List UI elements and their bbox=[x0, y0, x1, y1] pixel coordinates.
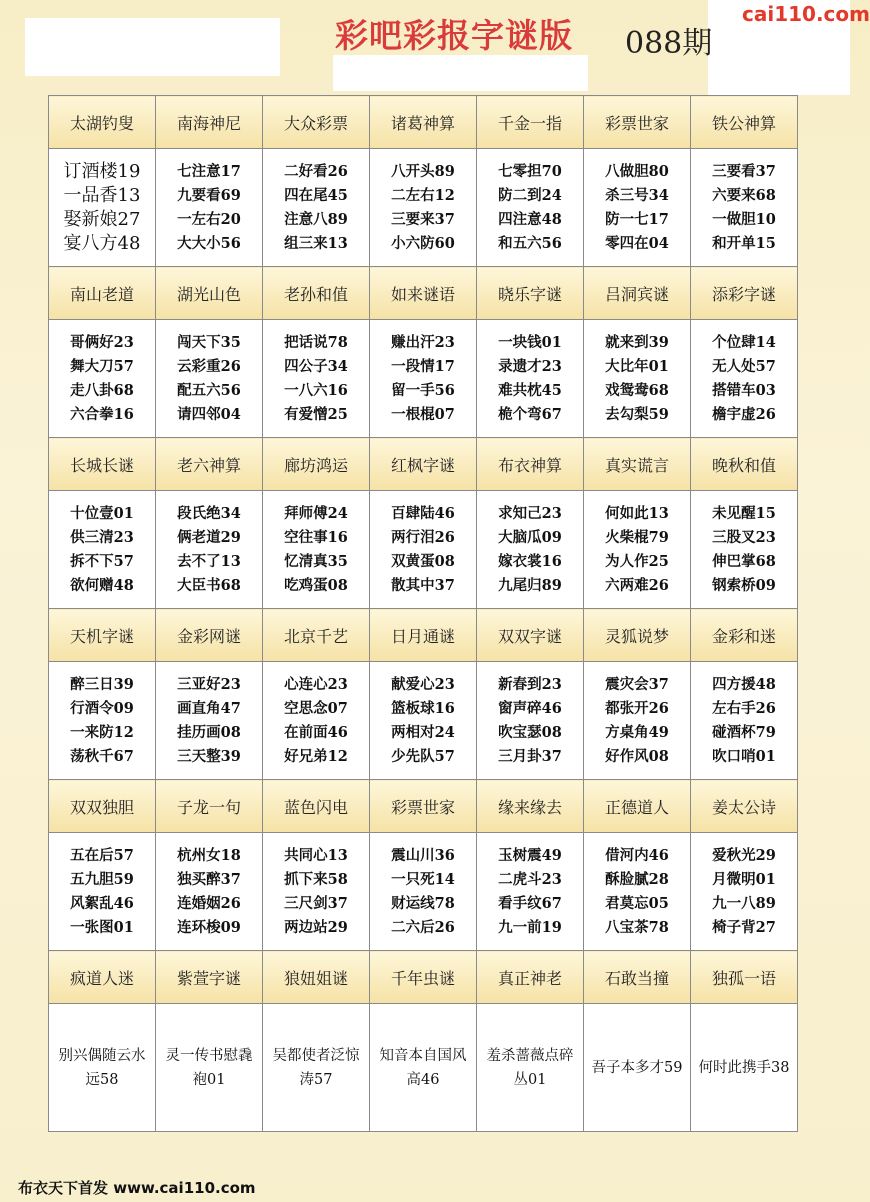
riddle-line: 篮板球16 bbox=[391, 699, 455, 717]
riddle-line: 三天整39 bbox=[177, 747, 241, 765]
site-logo[interactable]: cai110.com bbox=[742, 2, 870, 26]
riddle-line: 知音本自国风高46 bbox=[379, 1047, 467, 1088]
riddle-line: 看手纹67 bbox=[498, 894, 562, 912]
riddle-cell bbox=[691, 833, 798, 951]
riddle-cell bbox=[49, 149, 156, 267]
riddle-cell bbox=[263, 491, 370, 609]
author-row bbox=[49, 609, 798, 662]
riddle-line: 九一八89 bbox=[712, 894, 776, 912]
riddle-line: 连婚姻26 bbox=[177, 894, 241, 912]
riddle-line: 九一前19 bbox=[498, 918, 562, 936]
riddle-line: 酥脸腻28 bbox=[605, 870, 669, 888]
header bbox=[0, 0, 870, 90]
author-name: 疯道人迷 bbox=[49, 951, 156, 1004]
riddle-line: 为人作25 bbox=[605, 552, 669, 570]
riddle-cell bbox=[370, 320, 477, 438]
riddle-line: 无人处57 bbox=[712, 357, 776, 375]
author-name: 正德道人 bbox=[584, 780, 691, 833]
riddle-cell bbox=[370, 1004, 477, 1132]
riddle-line: 一张图01 bbox=[70, 918, 134, 936]
riddle-line: 六两难26 bbox=[605, 576, 669, 594]
author-name: 晚秋和值 bbox=[691, 438, 798, 491]
riddle-row bbox=[49, 491, 798, 609]
riddle-line: 拜师傅24 bbox=[284, 504, 348, 522]
riddle-line: 一只死14 bbox=[391, 870, 455, 888]
author-name: 千金一指 bbox=[477, 96, 584, 149]
riddle-line: 少先队57 bbox=[391, 747, 455, 765]
author-name: 灵狐说梦 bbox=[584, 609, 691, 662]
author-name: 蓝色闪电 bbox=[263, 780, 370, 833]
riddle-line: 玉树震49 bbox=[498, 846, 562, 864]
riddle-cell bbox=[156, 491, 263, 609]
riddle-cell bbox=[263, 320, 370, 438]
riddle-line: 十位壹01 bbox=[70, 504, 134, 522]
riddle-line: 爱秋光29 bbox=[712, 846, 776, 864]
author-name: 晓乐字谜 bbox=[477, 267, 584, 320]
riddle-line: 有爱憎25 bbox=[284, 405, 348, 423]
riddle-line: 六要来68 bbox=[712, 186, 776, 204]
riddle-line: 请四邻04 bbox=[177, 405, 241, 423]
riddle-line: 一做胆10 bbox=[712, 210, 776, 228]
riddle-line: 订酒楼19 bbox=[63, 160, 141, 182]
riddle-line: 二六后26 bbox=[391, 918, 455, 936]
riddle-line: 灵一传书慰毳袍01 bbox=[165, 1047, 253, 1088]
riddle-line: 三要来37 bbox=[391, 210, 455, 228]
page-title: 彩吧彩报字谜版 bbox=[335, 16, 573, 55]
riddle-cell bbox=[49, 662, 156, 780]
riddle-row bbox=[49, 320, 798, 438]
riddle-line: 五在后57 bbox=[70, 846, 134, 864]
riddle-line: 抓下来58 bbox=[284, 870, 348, 888]
riddle-line: 大比年01 bbox=[605, 357, 669, 375]
riddle-line: 空思念07 bbox=[284, 699, 348, 717]
riddle-line: 三月卦37 bbox=[498, 747, 562, 765]
riddle-cell bbox=[49, 320, 156, 438]
author-name: 金彩网谜 bbox=[156, 609, 263, 662]
riddle-cell bbox=[691, 662, 798, 780]
riddle-line: 未见醒15 bbox=[712, 504, 776, 522]
riddle-line: 难共枕45 bbox=[498, 381, 562, 399]
riddle-line: 欲何赠48 bbox=[70, 576, 134, 594]
riddle-cell bbox=[584, 320, 691, 438]
riddle-cell bbox=[691, 1004, 798, 1132]
riddle-line: 配五六56 bbox=[177, 381, 241, 399]
riddle-line: 在前面46 bbox=[284, 723, 348, 741]
riddle-line: 一来防12 bbox=[70, 723, 134, 741]
riddle-line: 个位肆14 bbox=[712, 333, 776, 351]
author-row bbox=[49, 780, 798, 833]
riddle-line: 两相对24 bbox=[391, 723, 455, 741]
riddle-line: 组三来13 bbox=[284, 234, 348, 252]
riddle-line: 羞杀蔷薇点碎丛01 bbox=[486, 1047, 574, 1088]
riddle-line: 闯天下35 bbox=[177, 333, 241, 351]
riddle-line: 走八卦68 bbox=[70, 381, 134, 399]
author-name: 南海神尼 bbox=[156, 96, 263, 149]
riddle-cell bbox=[156, 833, 263, 951]
riddle-line: 二左右12 bbox=[391, 186, 455, 204]
author-name: 双双独胆 bbox=[49, 780, 156, 833]
author-row bbox=[49, 96, 798, 149]
riddle-line: 去不了13 bbox=[177, 552, 241, 570]
riddle-line: 舞大刀57 bbox=[70, 357, 134, 375]
riddle-cell bbox=[49, 1004, 156, 1132]
riddle-line: 四公子34 bbox=[284, 357, 348, 375]
riddle-line: 大大小56 bbox=[177, 234, 241, 252]
author-name: 老六神算 bbox=[156, 438, 263, 491]
riddle-line: 注意八89 bbox=[284, 210, 348, 228]
riddle-row bbox=[49, 833, 798, 951]
author-name: 独孤一语 bbox=[691, 951, 798, 1004]
riddle-line: 荡秋千67 bbox=[70, 747, 134, 765]
riddle-cell bbox=[370, 491, 477, 609]
riddle-cell bbox=[477, 491, 584, 609]
riddle-line: 娶新娘27 bbox=[63, 208, 141, 230]
riddle-row bbox=[49, 1004, 798, 1132]
riddle-line: 百肆陆46 bbox=[391, 504, 455, 522]
riddle-cell bbox=[477, 320, 584, 438]
riddle-line: 一段情17 bbox=[391, 357, 455, 375]
riddle-line: 供三清23 bbox=[70, 528, 134, 546]
author-name: 彩票世家 bbox=[370, 780, 477, 833]
riddle-line: 防一七17 bbox=[605, 210, 669, 228]
author-name: 石敢当撞 bbox=[584, 951, 691, 1004]
riddle-line: 火柴棍79 bbox=[605, 528, 669, 546]
riddle-line: 心连心23 bbox=[284, 675, 348, 693]
riddle-line: 大脑瓜09 bbox=[498, 528, 562, 546]
riddle-line: 宴八方48 bbox=[63, 232, 141, 254]
riddle-line: 去勾梨59 bbox=[605, 405, 669, 423]
author-name: 子龙一句 bbox=[156, 780, 263, 833]
author-name: 湖光山色 bbox=[156, 267, 263, 320]
riddle-line: 二虎斗23 bbox=[498, 870, 562, 888]
riddle-line: 桅个弯67 bbox=[498, 405, 562, 423]
riddle-line: 吴都使者泛惊涛57 bbox=[272, 1047, 360, 1088]
riddle-line: 四注意48 bbox=[498, 210, 562, 228]
riddle-cell bbox=[691, 320, 798, 438]
riddle-line: 俩老道29 bbox=[177, 528, 241, 546]
riddle-line: 拆不下57 bbox=[70, 552, 134, 570]
riddle-line: 吾子本多才59 bbox=[591, 1059, 683, 1076]
author-name: 彩票世家 bbox=[584, 96, 691, 149]
riddle-cell bbox=[584, 491, 691, 609]
riddle-line: 一根棍07 bbox=[391, 405, 455, 423]
riddle-cell bbox=[156, 1004, 263, 1132]
riddle-line: 三尺剑37 bbox=[284, 894, 348, 912]
riddle-line: 防二到24 bbox=[498, 186, 562, 204]
riddle-line: 左右手26 bbox=[712, 699, 776, 717]
author-name: 大众彩票 bbox=[263, 96, 370, 149]
riddle-line: 两行泪26 bbox=[391, 528, 455, 546]
riddle-line: 杭州女18 bbox=[177, 846, 241, 864]
riddle-line: 留一手56 bbox=[391, 381, 455, 399]
riddle-line: 戏鸳鸯68 bbox=[605, 381, 669, 399]
riddle-row bbox=[49, 662, 798, 780]
riddle-cell bbox=[156, 662, 263, 780]
author-name: 天机字谜 bbox=[49, 609, 156, 662]
author-row bbox=[49, 267, 798, 320]
riddle-cell bbox=[691, 491, 798, 609]
riddle-line: 伸巴掌68 bbox=[712, 552, 776, 570]
riddle-line: 八宝茶78 bbox=[605, 918, 669, 936]
riddle-line: 别兴偶随云水远58 bbox=[58, 1047, 146, 1088]
riddle-line: 七注意17 bbox=[177, 162, 241, 180]
author-name: 老孙和值 bbox=[263, 267, 370, 320]
author-name: 紫萱字谜 bbox=[156, 951, 263, 1004]
riddle-cell bbox=[263, 1004, 370, 1132]
riddle-cell bbox=[584, 662, 691, 780]
riddle-line: 新春到23 bbox=[498, 675, 562, 693]
riddle-line: 方桌角49 bbox=[605, 723, 669, 741]
author-name: 双双字谜 bbox=[477, 609, 584, 662]
riddle-cell bbox=[263, 833, 370, 951]
author-name: 长城长谜 bbox=[49, 438, 156, 491]
riddle-cell bbox=[156, 149, 263, 267]
riddle-line: 碰酒杯79 bbox=[712, 723, 776, 741]
riddle-line: 窗声碎46 bbox=[498, 699, 562, 717]
riddle-line: 画直角47 bbox=[177, 699, 241, 717]
redacted-area-left bbox=[25, 18, 280, 76]
author-name: 北京千艺 bbox=[263, 609, 370, 662]
riddle-line: 好作风08 bbox=[605, 747, 669, 765]
riddle-line: 二好看26 bbox=[284, 162, 348, 180]
riddle-line: 财运线78 bbox=[391, 894, 455, 912]
riddle-line: 嫁衣裳16 bbox=[498, 552, 562, 570]
riddle-line: 云彩重26 bbox=[177, 357, 241, 375]
riddle-cell bbox=[263, 149, 370, 267]
footer-credit: 布衣天下首发 www.cai110.com bbox=[18, 1179, 256, 1197]
riddle-line: 三股叉23 bbox=[712, 528, 776, 546]
riddle-line: 好兄弟12 bbox=[284, 747, 348, 765]
riddle-cell bbox=[691, 149, 798, 267]
riddle-cell bbox=[49, 491, 156, 609]
author-name: 狼妞姐谜 bbox=[263, 951, 370, 1004]
riddle-line: 九要看69 bbox=[177, 186, 241, 204]
author-name: 真实谎言 bbox=[584, 438, 691, 491]
issue-number: 088期 bbox=[625, 26, 713, 61]
riddle-line: 求知己23 bbox=[498, 504, 562, 522]
riddle-line: 六合拳16 bbox=[70, 405, 134, 423]
riddle-line: 一块钱01 bbox=[498, 333, 562, 351]
riddle-line: 月微明01 bbox=[712, 870, 776, 888]
author-name: 吕洞宾谜 bbox=[584, 267, 691, 320]
riddle-line: 忆清真35 bbox=[284, 552, 348, 570]
riddle-line: 大臣书68 bbox=[177, 576, 241, 594]
riddle-line: 赚出汗23 bbox=[391, 333, 455, 351]
riddle-line: 把话说78 bbox=[284, 333, 348, 351]
riddle-cell bbox=[370, 149, 477, 267]
riddle-cell bbox=[263, 662, 370, 780]
riddle-line: 共同心13 bbox=[284, 846, 348, 864]
riddle-line: 何如此13 bbox=[605, 504, 669, 522]
riddle-line: 檐宇虚26 bbox=[712, 405, 776, 423]
author-name: 太湖钓叟 bbox=[49, 96, 156, 149]
riddle-line: 风絮乱46 bbox=[70, 894, 134, 912]
author-name: 千年虫谜 bbox=[370, 951, 477, 1004]
author-name: 日月通谜 bbox=[370, 609, 477, 662]
riddle-line: 四在尾45 bbox=[284, 186, 348, 204]
author-name: 如来谜语 bbox=[370, 267, 477, 320]
author-name: 姜太公诗 bbox=[691, 780, 798, 833]
author-name: 添彩字谜 bbox=[691, 267, 798, 320]
author-name: 缘来缘去 bbox=[477, 780, 584, 833]
author-row bbox=[49, 951, 798, 1004]
riddle-line: 椅子背27 bbox=[712, 918, 776, 936]
riddle-line: 挂历画08 bbox=[177, 723, 241, 741]
riddle-line: 何时此携手38 bbox=[698, 1059, 790, 1076]
author-name: 铁公神算 bbox=[691, 96, 798, 149]
redacted-area-center bbox=[333, 55, 588, 91]
riddle-line: 杀三号34 bbox=[605, 186, 669, 204]
riddle-cell bbox=[477, 149, 584, 267]
riddle-line: 和开单15 bbox=[712, 234, 776, 252]
riddle-line: 三亚好23 bbox=[177, 675, 241, 693]
author-name: 真正神老 bbox=[477, 951, 584, 1004]
riddle-line: 录遗才23 bbox=[498, 357, 562, 375]
riddle-line: 小六防60 bbox=[391, 234, 455, 252]
author-name: 布衣神算 bbox=[477, 438, 584, 491]
riddle-cell bbox=[156, 320, 263, 438]
riddle-line: 吃鸡蛋08 bbox=[284, 576, 348, 594]
riddle-line: 行酒令09 bbox=[70, 699, 134, 717]
riddle-line: 零四在04 bbox=[605, 234, 669, 252]
riddle-cell bbox=[370, 662, 477, 780]
riddle-line: 钢索桥09 bbox=[712, 576, 776, 594]
riddle-cell bbox=[584, 1004, 691, 1132]
author-name: 红枫字谜 bbox=[370, 438, 477, 491]
riddle-cell bbox=[477, 1004, 584, 1132]
riddle-line: 两边站29 bbox=[284, 918, 348, 936]
riddle-line: 都张开26 bbox=[605, 699, 669, 717]
riddle-line: 八开头89 bbox=[391, 162, 455, 180]
riddle-line: 散其中37 bbox=[391, 576, 455, 594]
riddle-line: 一八六16 bbox=[284, 381, 348, 399]
author-name: 诸葛神算 bbox=[370, 96, 477, 149]
riddle-line: 连环梭09 bbox=[177, 918, 241, 936]
riddle-line: 八做胆80 bbox=[605, 162, 669, 180]
author-name: 金彩和迷 bbox=[691, 609, 798, 662]
riddle-line: 吹宝瑟08 bbox=[498, 723, 562, 741]
riddle-line: 搭错车03 bbox=[712, 381, 776, 399]
riddle-line: 空往事16 bbox=[284, 528, 348, 546]
riddle-cell bbox=[49, 833, 156, 951]
riddle-line: 和五六56 bbox=[498, 234, 562, 252]
riddle-cell bbox=[584, 833, 691, 951]
riddle-line: 吹口哨01 bbox=[712, 747, 776, 765]
riddle-line: 五九胆59 bbox=[70, 870, 134, 888]
author-row bbox=[49, 438, 798, 491]
riddle-row bbox=[49, 149, 798, 267]
riddle-cell bbox=[584, 149, 691, 267]
riddle-line: 一左右20 bbox=[177, 210, 241, 228]
riddle-cell bbox=[370, 833, 477, 951]
riddle-line: 君莫忘05 bbox=[605, 894, 669, 912]
riddle-line: 献爱心23 bbox=[391, 675, 455, 693]
riddle-line: 双黄蛋08 bbox=[391, 552, 455, 570]
riddle-grid bbox=[48, 95, 798, 1132]
riddle-line: 一品香13 bbox=[63, 184, 141, 206]
riddle-line: 九尾归89 bbox=[498, 576, 562, 594]
riddle-line: 震灾会37 bbox=[605, 675, 669, 693]
author-name: 南山老道 bbox=[49, 267, 156, 320]
riddle-line: 三要看37 bbox=[712, 162, 776, 180]
riddle-line: 段氏绝34 bbox=[177, 504, 241, 522]
riddle-line: 独买醉37 bbox=[177, 870, 241, 888]
riddle-line: 借河内46 bbox=[605, 846, 669, 864]
riddle-line: 四方援48 bbox=[712, 675, 776, 693]
riddle-cell bbox=[477, 662, 584, 780]
riddle-line: 七零担70 bbox=[498, 162, 562, 180]
riddle-line: 醉三日39 bbox=[70, 675, 134, 693]
riddle-line: 就来到39 bbox=[605, 333, 669, 351]
riddle-line: 震山川36 bbox=[391, 846, 455, 864]
author-name: 廊坊鸿运 bbox=[263, 438, 370, 491]
riddle-line: 哥俩好23 bbox=[70, 333, 134, 351]
riddle-cell bbox=[477, 833, 584, 951]
